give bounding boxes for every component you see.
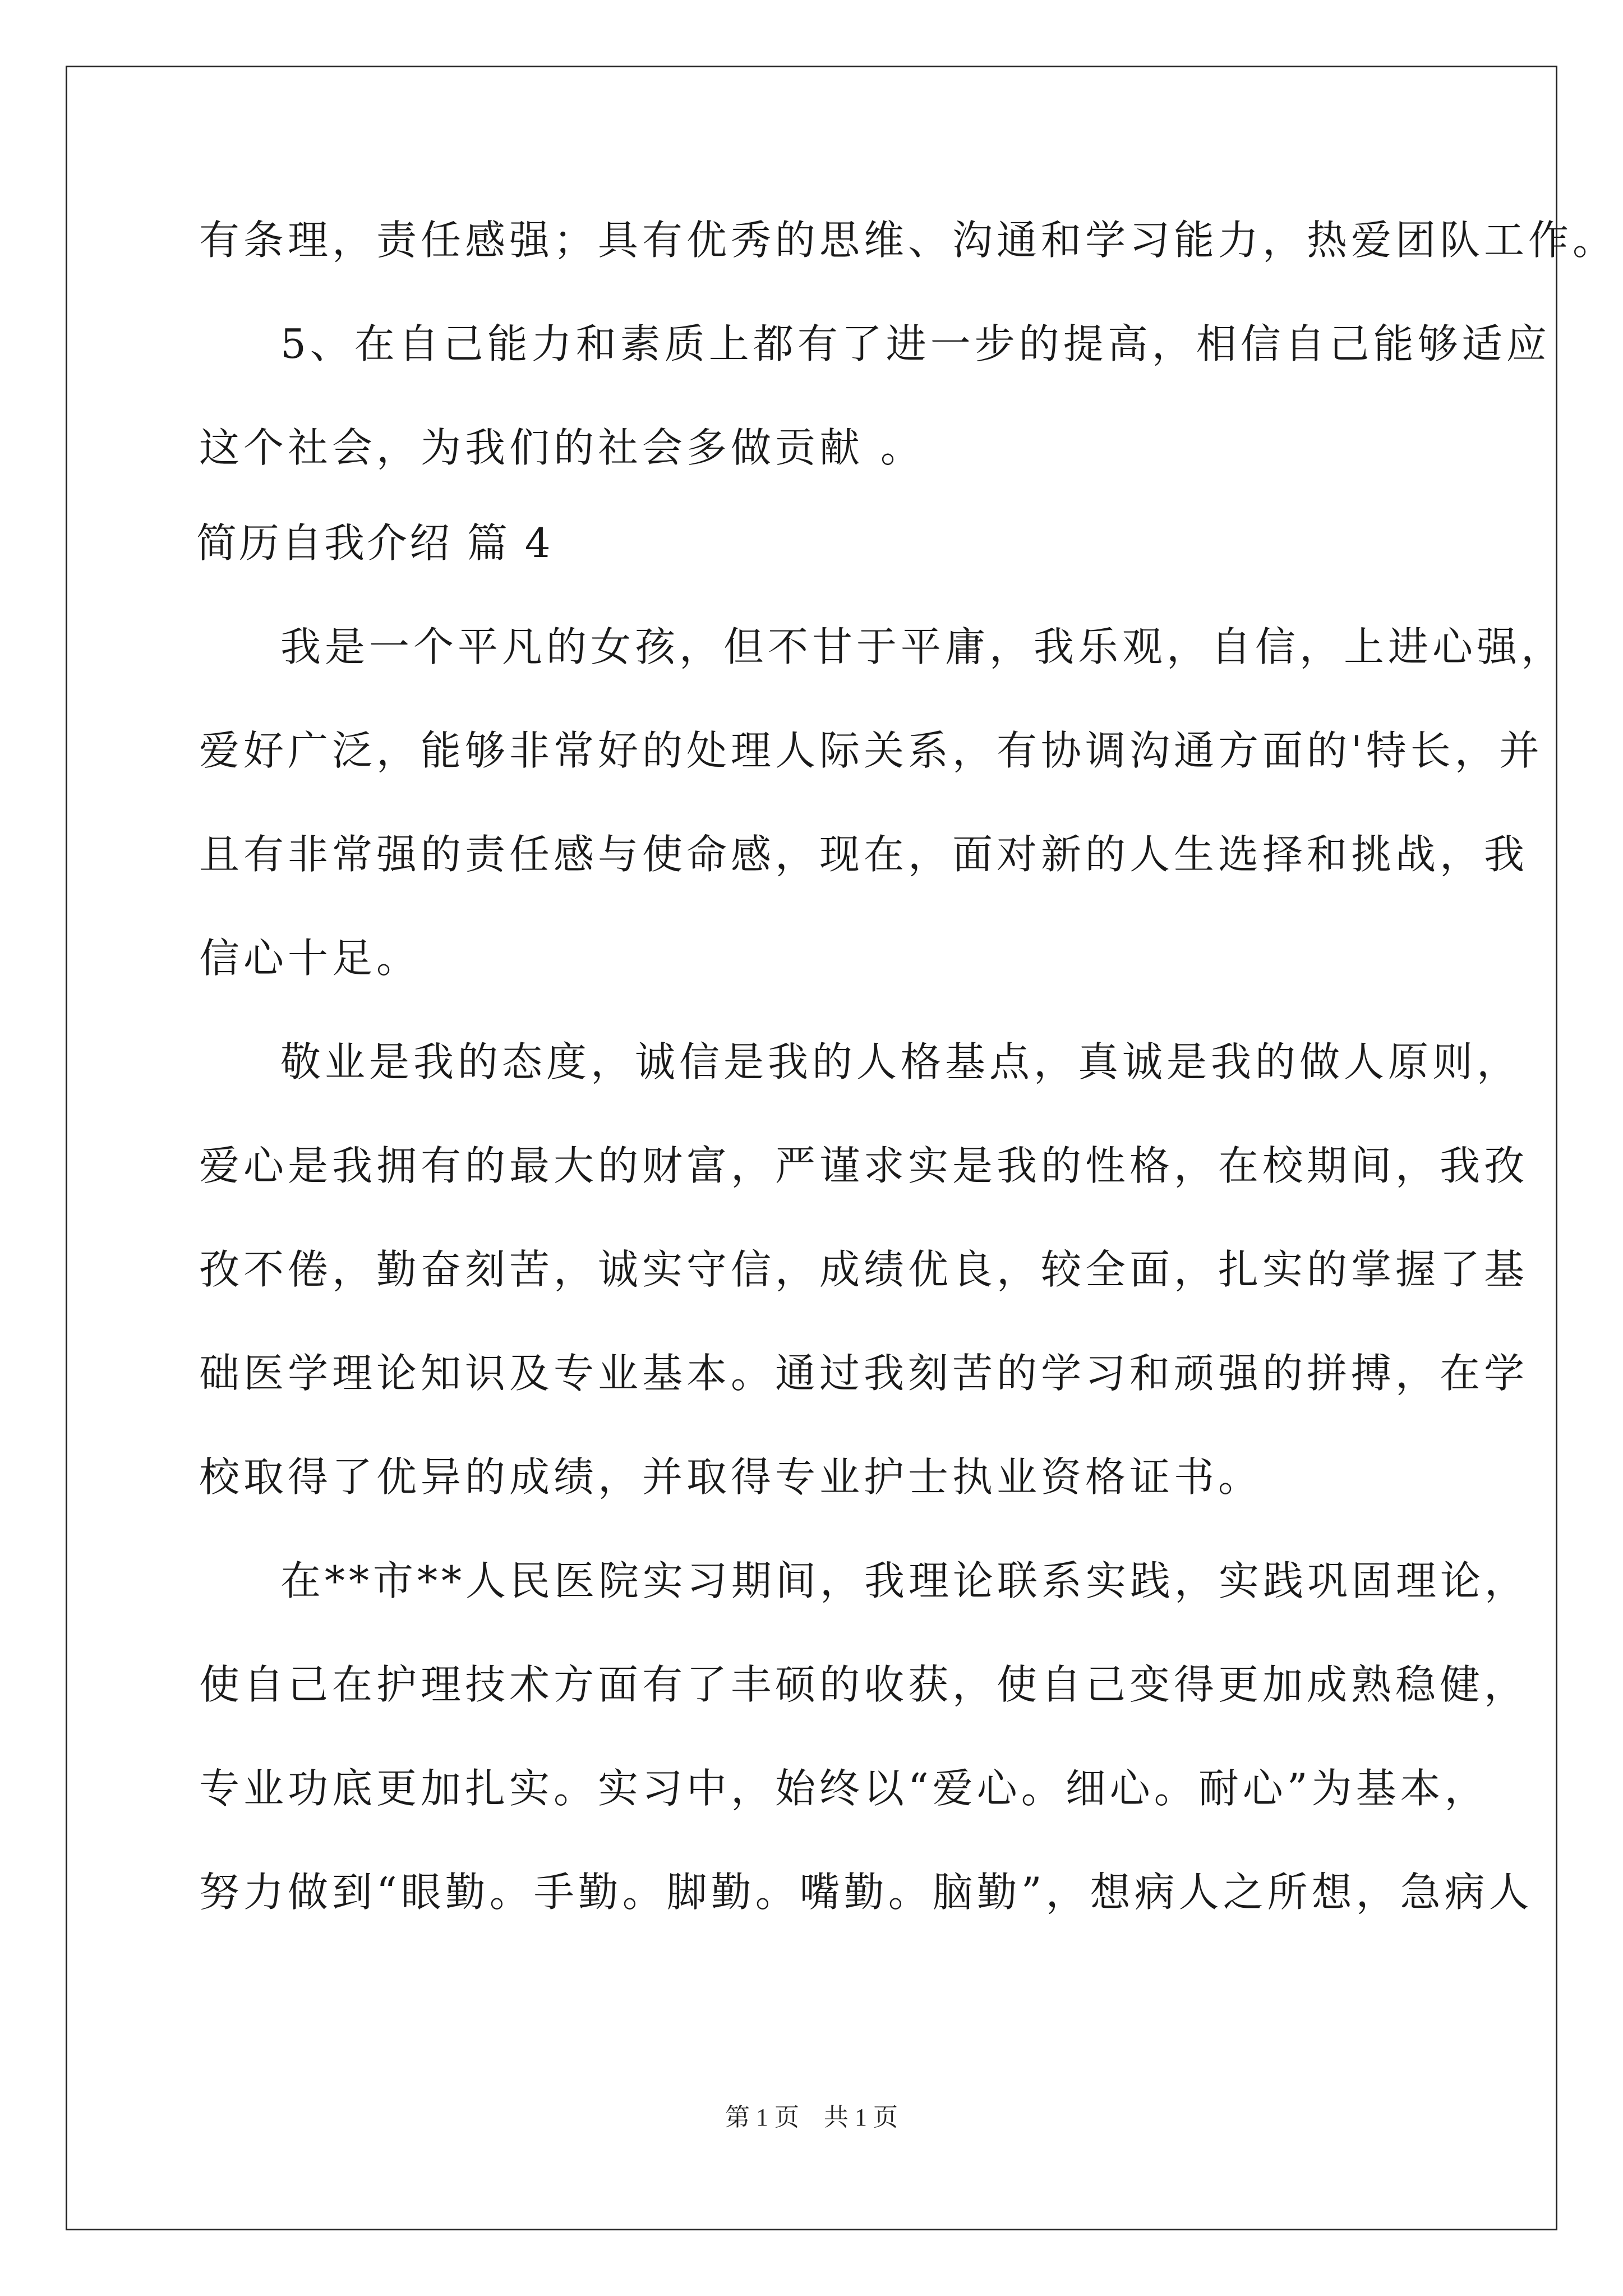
paragraph-line: 敬业是我的态度，诚信是我的人格基点，真诚是我的做人原则， (280, 1038, 1521, 1085)
paragraph-line: 且有非常强的责任感与使命感，现在，面对新的人生选择和挑战，我 (199, 831, 1529, 878)
paragraph-line: 我是一个平凡的女孩，但不甘于平庸，我乐观，自信，上进心强， (280, 623, 1566, 670)
page-number-footer: 第 1 页 共 1 页 (725, 2104, 898, 2131)
paragraph-line: 信心十足。 (199, 935, 421, 982)
paragraph-line: 在**市**人民医院实习期间，我理论联系实践，实践巩固理论， (280, 1557, 1529, 1604)
section-heading: 简历自我介绍 篇 4 (196, 519, 553, 567)
paragraph-line: 爱心是我拥有的最大的财富，严谨求实是我的性格，在校期间，我孜 (199, 1142, 1529, 1189)
paragraph-line: 这个社会，为我们的社会多做贡献 。 (199, 424, 925, 471)
paragraph-line: 础医学理论知识及专业基本。通过我刻苦的学习和顽强的拼搏，在学 (199, 1350, 1529, 1397)
paragraph-line: 有条理，责任感强；具有优秀的思维、沟通和学习能力，热爱团队工作。 (199, 217, 1617, 264)
paragraph-line: 努力做到“眼勤。手勤。脚勤。嘴勤。脑勤”，想病人之所想，急病人 (199, 1869, 1533, 1916)
paragraph-line: 校取得了优异的成绩，并取得专业护士执业资格证书。 (199, 1453, 1263, 1501)
paragraph-line: 专业功底更加扎实。实习中，始终以“爱心。细心。耐心”为基本， (199, 1765, 1489, 1812)
paragraph-line: 孜不倦，勤奋刻苦，诚实守信，成绩优良，较全面，扎实的掌握了基 (199, 1246, 1529, 1293)
paragraph-line: 使自己在护理技术方面有了丰硕的收获，使自己变得更加成熟稳健， (199, 1661, 1529, 1708)
paragraph-line: 5、在自己能力和素质上都有了进一步的提高，相信自己能够适应 (280, 320, 1551, 367)
paragraph-line: 爱好广泛，能够非常好的处理人际关系，有协调沟通方面的'特长，并 (199, 727, 1543, 774)
